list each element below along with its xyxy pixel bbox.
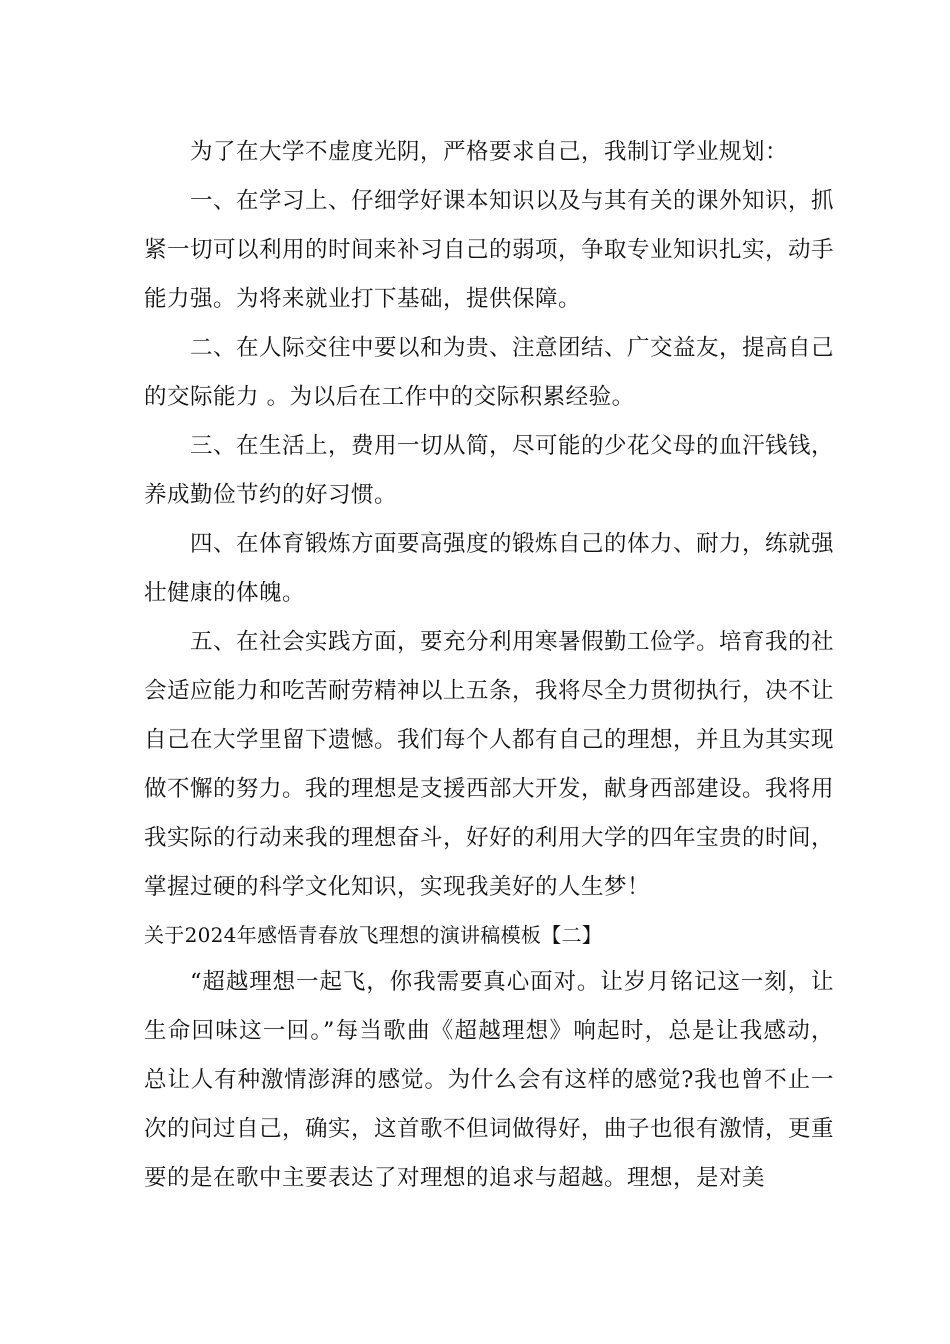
paragraph-point-3-life: 三、在生活上，费用一切从简，尽可能的少花父母的血汗钱钱，养成勤俭节约的好习惯。 xyxy=(144,433,835,508)
paragraph-point-4-sports: 四、在体育锻炼方面要高强度的锻炼自己的体力、耐力，练就强壮健康的体魄。 xyxy=(144,531,835,606)
paragraph-intro: 为了在大学不虚度光阴，严格要求自己，我制订学业规划： xyxy=(190,139,789,165)
document-page xyxy=(144,128,834,1203)
paragraph-point-1-study: 一、在学习上、仔细学好课本知识以及与其有关的课外知识，抓紧一切可以利用的时间来补习自己的弱项，争取专业知识扎实，动手能力强。为将来就业打下基础，提供保障。 xyxy=(144,188,835,312)
paragraph-point-2-social: 二、在人际交往中要以和为贵、注意团结、广交益友，提高自己的交际能力 。为以后在工作中的交际积累经验。 xyxy=(144,335,835,410)
section-heading: 关于2024年感悟青春放飞理想的演讲稿模板【二】 xyxy=(144,923,603,947)
paragraph-point-5-practice: 五、在社会实践方面，要充分利用寒暑假勤工俭学。培育我的社会适应能力和吃苦耐劳精神以上五条，我将尽全力贯彻执行，决不让自己在大学里留下遗憾。我们每个人都有自己的理想，并且为其实现做不懈的努力。我的理想是支援西部大开发，献身西部建设。我将用我实际的行动来我的理想奋斗，好好的利用大学的四年宝贵的时间，掌握过硬的科学文化知识，实现我美好的人生梦！ xyxy=(144,629,835,900)
paragraph-speech-opening: “超越理想一起飞，你我需要真心面对。让岁月铭记这一刻，让生命回味这一回。”每当歌曲《超越理想》响起时，总是让我感动，总让人有种激情澎湃的感觉。为什么会有这样的感觉?我也曾不止一次的问过自己，确实，这首歌不但词做得好，曲子也很有激情，更重要的是在歌中主要表达了对理想的追求与超越。理想，是对美 xyxy=(144,969,835,1191)
